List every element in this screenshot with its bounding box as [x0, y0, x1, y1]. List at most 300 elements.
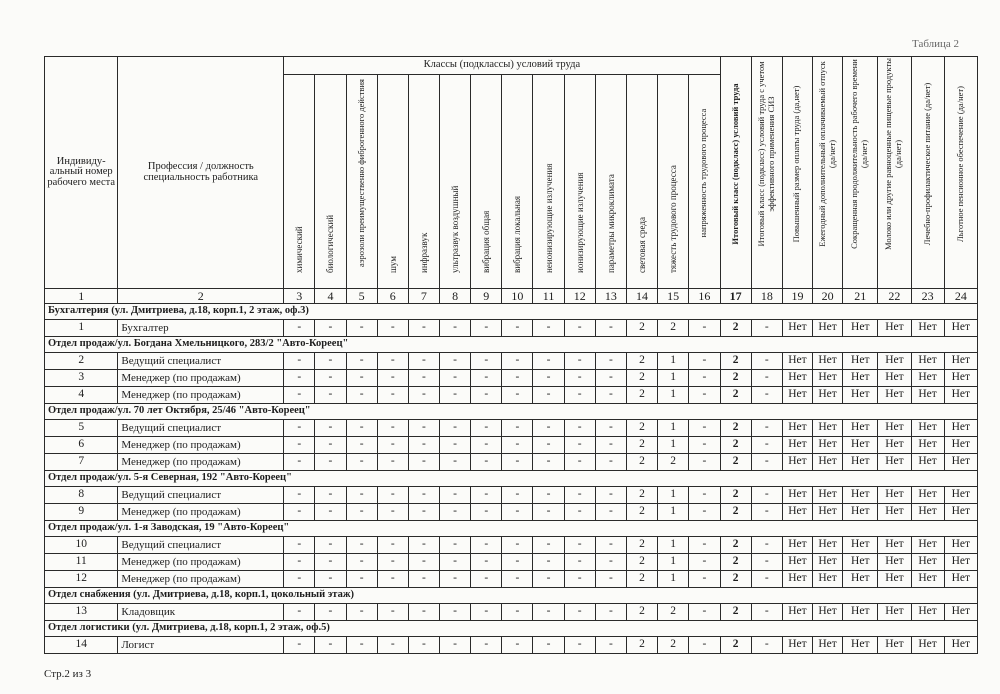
table-cell: -: [689, 387, 720, 404]
table-cell: Нет: [944, 370, 977, 387]
table-cell: Нет: [911, 504, 944, 521]
header-medical-food: Лечебно-профилактическое питание (да/нет): [911, 57, 944, 289]
table-cell: -: [315, 604, 346, 621]
table-cell: -: [377, 554, 408, 571]
table-cell: -: [595, 637, 626, 654]
table-cell: Нет: [782, 571, 812, 588]
labor-severity-class: 2: [658, 320, 689, 337]
table-cell: -: [751, 554, 782, 571]
table-cell: -: [377, 454, 408, 471]
table-cell: -: [284, 537, 315, 554]
table-row: [45, 320, 978, 337]
labor-severity-class: 2: [658, 637, 689, 654]
table-cell: -: [440, 571, 471, 588]
table-cell: -: [315, 537, 346, 554]
table-cell: -: [471, 320, 502, 337]
column-number: 20: [813, 289, 843, 304]
table-cell: Нет: [911, 370, 944, 387]
final-class: 2: [720, 437, 751, 454]
table-cell: -: [408, 537, 439, 554]
table-cell: -: [284, 370, 315, 387]
table-cell: -: [377, 353, 408, 370]
table-cell: -: [377, 370, 408, 387]
table-cell: -: [440, 504, 471, 521]
table-cell: -: [689, 370, 720, 387]
table-cell: -: [408, 487, 439, 504]
table-cell: -: [751, 387, 782, 404]
table-cell: -: [315, 504, 346, 521]
profession: Бухгалтер: [118, 320, 284, 337]
table-cell: -: [440, 320, 471, 337]
light-environment-class: 2: [626, 353, 657, 370]
table-cell: -: [440, 554, 471, 571]
table-cell: Нет: [878, 537, 911, 554]
table-cell: -: [502, 454, 533, 471]
table-cell: -: [471, 637, 502, 654]
table-cell: -: [533, 537, 564, 554]
table-cell: Нет: [782, 420, 812, 437]
table-cell: -: [751, 320, 782, 337]
workplace-number: 6: [45, 437, 118, 454]
table-cell: Нет: [878, 370, 911, 387]
workplace-number: 2: [45, 353, 118, 370]
table-row: [45, 537, 978, 554]
table-cell: Нет: [813, 487, 843, 504]
table-cell: -: [408, 571, 439, 588]
table-cell: Нет: [878, 387, 911, 404]
table-row: [45, 604, 978, 621]
table-cell: Нет: [911, 571, 944, 588]
header-factor: вибрация локальная: [502, 75, 533, 289]
table-cell: -: [502, 571, 533, 588]
header-factor: химический: [284, 75, 315, 289]
labor-severity-class: 1: [658, 554, 689, 571]
table-cell: -: [346, 353, 377, 370]
header-factor: вибрация общая: [471, 75, 502, 289]
table-cell: -: [440, 637, 471, 654]
table-cell: -: [533, 637, 564, 654]
table-cell: Нет: [782, 437, 812, 454]
profession: Менеджер (по продажам): [118, 387, 284, 404]
table-cell: Нет: [813, 370, 843, 387]
table-cell: -: [564, 604, 595, 621]
table-cell: Нет: [911, 537, 944, 554]
table-cell: Нет: [782, 353, 812, 370]
column-number: 13: [595, 289, 626, 304]
table-cell: Нет: [843, 487, 878, 504]
table-cell: -: [408, 604, 439, 621]
table-cell: -: [564, 420, 595, 437]
table-cell: -: [751, 353, 782, 370]
table-cell: -: [564, 353, 595, 370]
column-number: 14: [626, 289, 657, 304]
column-number: 23: [911, 289, 944, 304]
final-class: 2: [720, 387, 751, 404]
table-cell: -: [564, 504, 595, 521]
final-class: 2: [720, 420, 751, 437]
table-cell: -: [564, 387, 595, 404]
table-cell: -: [440, 454, 471, 471]
table-cell: -: [440, 604, 471, 621]
column-number: 2: [118, 289, 284, 304]
table-cell: Нет: [843, 537, 878, 554]
final-class: 2: [720, 353, 751, 370]
table-row: [45, 554, 978, 571]
table-cell: -: [346, 637, 377, 654]
table-cell: -: [502, 420, 533, 437]
table-cell: Нет: [878, 353, 911, 370]
table-cell: Нет: [782, 554, 812, 571]
table-cell: -: [751, 487, 782, 504]
light-environment-class: 2: [626, 454, 657, 471]
table-cell: -: [751, 604, 782, 621]
column-number: 22: [878, 289, 911, 304]
light-environment-class: 2: [626, 504, 657, 521]
column-number: 21: [843, 289, 878, 304]
header-factor: инфразвук: [408, 75, 439, 289]
table-cell: -: [471, 420, 502, 437]
table-cell: -: [533, 437, 564, 454]
table-cell: -: [440, 437, 471, 454]
column-number: 5: [346, 289, 377, 304]
table-cell: Нет: [843, 604, 878, 621]
table-cell: Нет: [782, 604, 812, 621]
final-class: 2: [720, 604, 751, 621]
table-cell: -: [284, 487, 315, 504]
labor-severity-class: 1: [658, 504, 689, 521]
workplace-number: 8: [45, 487, 118, 504]
final-class: 2: [720, 571, 751, 588]
profession: Менеджер (по продажам): [118, 554, 284, 571]
table-cell: Нет: [813, 387, 843, 404]
labor-severity-class: 1: [658, 387, 689, 404]
light-environment-class: 2: [626, 537, 657, 554]
table-cell: -: [346, 554, 377, 571]
table-cell: -: [502, 504, 533, 521]
table-cell: Нет: [944, 487, 977, 504]
table-cell: -: [502, 554, 533, 571]
table-cell: -: [408, 504, 439, 521]
table-row: [45, 420, 978, 437]
table-row: [45, 387, 978, 404]
section-row: [45, 521, 978, 537]
header-increased-pay: Повышенный размер оплаты труда (да,нет): [782, 57, 812, 289]
table-cell: -: [595, 504, 626, 521]
table-cell: -: [564, 537, 595, 554]
final-class: 2: [720, 454, 751, 471]
light-environment-class: 2: [626, 604, 657, 621]
section-title: Отдел снабжения (ул. Дмитриева, д.18, корп.1, цокольный этаж): [45, 588, 978, 604]
table-cell: Нет: [782, 454, 812, 471]
profession: Ведущий специалист: [118, 537, 284, 554]
table-cell: -: [533, 487, 564, 504]
header-factor: ультразвук воздушный: [440, 75, 471, 289]
table-cell: Нет: [878, 554, 911, 571]
table-cell: Нет: [782, 504, 812, 521]
table-cell: Нет: [911, 554, 944, 571]
table-cell: -: [502, 537, 533, 554]
table-cell: -: [533, 571, 564, 588]
section-row: [45, 588, 978, 604]
table-cell: Нет: [944, 571, 977, 588]
table-cell: -: [377, 320, 408, 337]
workplace-number: 10: [45, 537, 118, 554]
table-cell: -: [689, 487, 720, 504]
table-cell: Нет: [911, 387, 944, 404]
table-cell: Нет: [944, 387, 977, 404]
table-cell: Нет: [944, 353, 977, 370]
table-cell: -: [377, 420, 408, 437]
table-cell: -: [377, 387, 408, 404]
table-cell: -: [564, 637, 595, 654]
header-reduced-hours: Сокращенная продолжительность рабочего времени (да/нет): [843, 57, 878, 289]
table-cell: Нет: [878, 487, 911, 504]
table-cell: -: [564, 320, 595, 337]
table-cell: -: [408, 454, 439, 471]
table-cell: -: [284, 504, 315, 521]
header-profession: Профессия / должность специальность работника: [118, 57, 284, 289]
table-cell: -: [564, 554, 595, 571]
table-cell: -: [502, 370, 533, 387]
column-number: 3: [284, 289, 315, 304]
column-number: 18: [751, 289, 782, 304]
table-cell: -: [751, 420, 782, 437]
table-label: Таблица 2: [912, 38, 960, 50]
header-factor: напряженность трудового процесса: [689, 75, 720, 289]
header-factor: ионизирующие излучения: [564, 75, 595, 289]
workplace-number: 13: [45, 604, 118, 621]
table-cell: -: [315, 571, 346, 588]
table-cell: -: [346, 571, 377, 588]
table-cell: -: [315, 454, 346, 471]
table-cell: -: [533, 353, 564, 370]
labor-severity-class: 1: [658, 353, 689, 370]
table-cell: Нет: [843, 370, 878, 387]
table-cell: -: [377, 637, 408, 654]
labor-severity-class: 1: [658, 420, 689, 437]
section-title: Отдел продаж/ул. 5-я Северная, 192 "Авто-Кореец": [45, 471, 978, 487]
table-cell: -: [689, 353, 720, 370]
table-cell: -: [502, 487, 533, 504]
table-cell: -: [595, 554, 626, 571]
table-row: [45, 370, 978, 387]
table-cell: -: [471, 554, 502, 571]
table-cell: Нет: [782, 537, 812, 554]
table-cell: Нет: [813, 454, 843, 471]
table-cell: -: [595, 370, 626, 387]
table-cell: -: [377, 487, 408, 504]
table-cell: -: [595, 571, 626, 588]
table-cell: -: [440, 370, 471, 387]
table-cell: Нет: [878, 420, 911, 437]
table-cell: -: [346, 437, 377, 454]
table-cell: -: [689, 554, 720, 571]
table-cell: Нет: [944, 420, 977, 437]
table-cell: -: [471, 571, 502, 588]
section-row: [45, 404, 978, 420]
light-environment-class: 2: [626, 387, 657, 404]
table-cell: Нет: [878, 437, 911, 454]
section-title: Отдел продаж/ул. 1-я Заводская, 19 "Авто-Кореец": [45, 521, 978, 537]
table-cell: Нет: [911, 437, 944, 454]
table-cell: -: [751, 637, 782, 654]
table-cell: -: [502, 320, 533, 337]
final-class: 2: [720, 537, 751, 554]
table-cell: -: [315, 437, 346, 454]
table-cell: -: [751, 370, 782, 387]
table-cell: Нет: [813, 554, 843, 571]
final-class: 2: [720, 504, 751, 521]
table-cell: -: [502, 437, 533, 454]
table-cell: Нет: [782, 487, 812, 504]
column-number: 9: [471, 289, 502, 304]
light-environment-class: 2: [626, 370, 657, 387]
table-cell: Нет: [944, 454, 977, 471]
table-cell: Нет: [878, 637, 911, 654]
table-cell: -: [564, 370, 595, 387]
table-cell: -: [346, 370, 377, 387]
table-cell: -: [408, 420, 439, 437]
labor-severity-class: 1: [658, 370, 689, 387]
profession: Менеджер (по продажам): [118, 437, 284, 454]
table-cell: -: [595, 537, 626, 554]
table-cell: Нет: [911, 637, 944, 654]
table-cell: Нет: [843, 554, 878, 571]
table-cell: Нет: [782, 637, 812, 654]
table-cell: -: [533, 604, 564, 621]
table-cell: -: [502, 604, 533, 621]
table-cell: -: [315, 370, 346, 387]
table-cell: -: [346, 537, 377, 554]
table-cell: -: [502, 353, 533, 370]
table-cell: -: [595, 387, 626, 404]
final-class: 2: [720, 320, 751, 337]
table-cell: -: [751, 537, 782, 554]
column-number: 12: [564, 289, 595, 304]
table-cell: -: [440, 420, 471, 437]
workplace-number: 11: [45, 554, 118, 571]
table-cell: -: [689, 537, 720, 554]
section-row: [45, 304, 978, 320]
table-cell: -: [689, 420, 720, 437]
table-cell: -: [689, 504, 720, 521]
table-cell: Нет: [843, 571, 878, 588]
workplace-number: 7: [45, 454, 118, 471]
table-cell: -: [533, 387, 564, 404]
table-cell: -: [502, 637, 533, 654]
column-number: 1: [45, 289, 118, 304]
labor-severity-class: 2: [658, 604, 689, 621]
profession: Кладовщик: [118, 604, 284, 621]
table-cell: -: [595, 320, 626, 337]
table-cell: -: [440, 487, 471, 504]
header-factor: аэрозоли преимущественно фиброгенного действия: [346, 75, 377, 289]
table-cell: -: [284, 637, 315, 654]
column-number: 8: [440, 289, 471, 304]
column-number: 15: [658, 289, 689, 304]
table-cell: -: [471, 437, 502, 454]
table-cell: -: [471, 454, 502, 471]
table-cell: -: [471, 353, 502, 370]
header-workplace-number: Индивиду-альный номер рабочего места: [45, 57, 118, 289]
table-cell: -: [689, 637, 720, 654]
header-classes-title: Классы (подклассы) условий труда: [284, 57, 720, 75]
table-cell: -: [533, 320, 564, 337]
table-cell: Нет: [843, 420, 878, 437]
section-row: [45, 471, 978, 487]
header-final-class-siz: Итоговый класс (подкласс) условий труда с учетом эффективного применения СИЗ: [751, 57, 782, 289]
table-cell: Нет: [878, 454, 911, 471]
profession: Менеджер (по продажам): [118, 454, 284, 471]
table-cell: -: [377, 537, 408, 554]
workplace-number: 3: [45, 370, 118, 387]
table-row: [45, 571, 978, 588]
table-cell: Нет: [911, 454, 944, 471]
table-cell: -: [346, 454, 377, 471]
header-factor: параметры микроклимата: [595, 75, 626, 289]
profession: Логист: [118, 637, 284, 654]
table-cell: -: [284, 554, 315, 571]
table-cell: -: [315, 487, 346, 504]
table-cell: -: [377, 571, 408, 588]
table-cell: Нет: [843, 637, 878, 654]
section-row: [45, 621, 978, 637]
column-number: 7: [408, 289, 439, 304]
light-environment-class: 2: [626, 320, 657, 337]
table-cell: Нет: [944, 504, 977, 521]
light-environment-class: 2: [626, 420, 657, 437]
table-cell: Нет: [843, 320, 878, 337]
profession: Менеджер (по продажам): [118, 504, 284, 521]
labor-severity-class: 1: [658, 571, 689, 588]
table-row: [45, 637, 978, 654]
profession: Ведущий специалист: [118, 353, 284, 370]
table-cell: -: [751, 504, 782, 521]
table-cell: Нет: [878, 320, 911, 337]
table-cell: -: [689, 454, 720, 471]
table-cell: -: [346, 604, 377, 621]
table-cell: -: [315, 637, 346, 654]
table-cell: -: [284, 437, 315, 454]
light-environment-class: 2: [626, 571, 657, 588]
labor-severity-class: 1: [658, 537, 689, 554]
table-cell: -: [284, 387, 315, 404]
working-conditions-table: [44, 56, 978, 654]
table-cell: -: [689, 437, 720, 454]
table-cell: -: [595, 353, 626, 370]
header-extra-leave: Ежегодный дополнительный оплачиваемый отпуск (да/нет): [813, 57, 843, 289]
table-cell: -: [533, 504, 564, 521]
profession: Ведущий специалист: [118, 487, 284, 504]
workplace-number: 5: [45, 420, 118, 437]
table-cell: Нет: [911, 604, 944, 621]
table-cell: -: [471, 537, 502, 554]
table-cell: -: [284, 571, 315, 588]
table-cell: -: [408, 370, 439, 387]
labor-severity-class: 1: [658, 487, 689, 504]
final-class: 2: [720, 370, 751, 387]
table-cell: -: [346, 387, 377, 404]
table-cell: -: [595, 454, 626, 471]
table-cell: -: [595, 604, 626, 621]
table-cell: -: [346, 487, 377, 504]
table-cell: -: [564, 437, 595, 454]
table-cell: -: [284, 353, 315, 370]
table-cell: -: [284, 420, 315, 437]
table-cell: -: [533, 454, 564, 471]
table-cell: Нет: [813, 571, 843, 588]
table-cell: Нет: [843, 437, 878, 454]
